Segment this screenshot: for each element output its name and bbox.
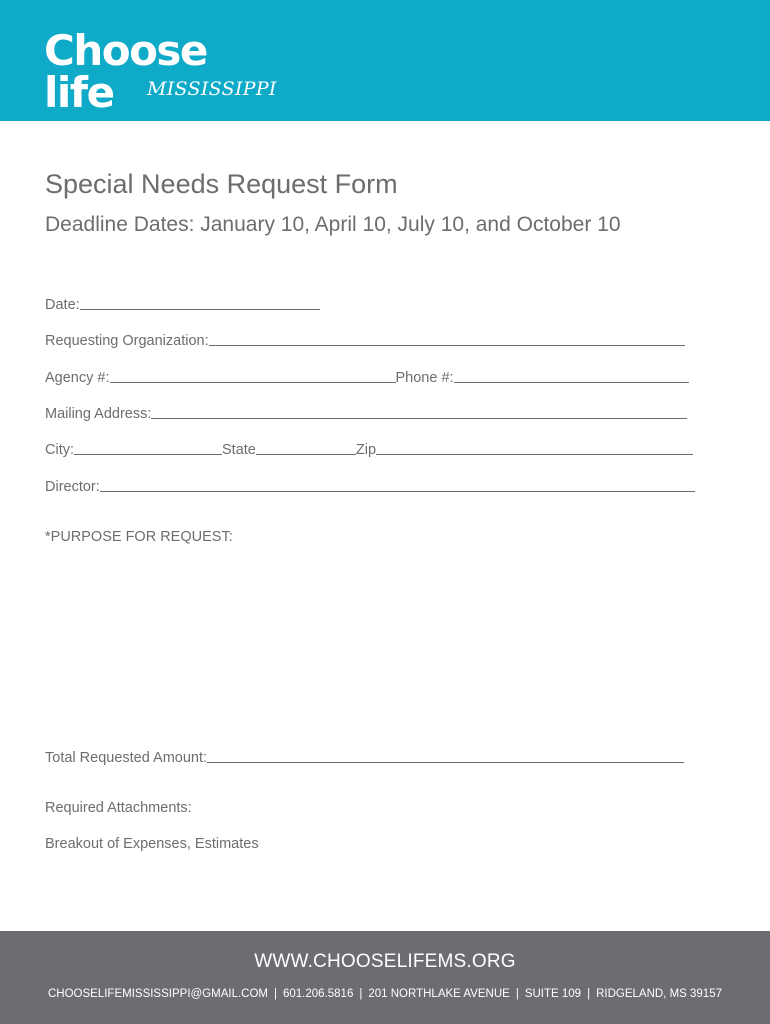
total-requested-line[interactable] (207, 762, 684, 763)
state-line[interactable] (256, 454, 356, 455)
footer-email: CHOOSELIFEMISSISSIPPI@GMAIL.COM (48, 988, 268, 1000)
state-label: State (222, 441, 256, 458)
footer-street: 201 NORTHLAKE AVENUE (368, 988, 510, 1000)
form-title: Special Needs Request Form (45, 169, 398, 199)
date-line[interactable] (80, 309, 320, 310)
footer-separator: | (515, 988, 519, 1000)
required-attachments-label: Required Attachments: (45, 800, 192, 816)
phone-label: Phone #: (395, 369, 454, 386)
footer-separator: | (587, 988, 591, 1000)
footer-contact-line (0, 988, 770, 1000)
agency-label: Agency #: (45, 369, 110, 386)
requesting-organization-row (45, 328, 685, 348)
city-label: City: (45, 441, 74, 458)
agency-phone-row (45, 365, 689, 385)
agency-line[interactable] (110, 382, 396, 383)
requesting-organization-line[interactable] (209, 345, 685, 346)
choose-life-logo (44, 26, 284, 117)
footer-website: WWW.CHOOSELIFEMS.ORG (254, 951, 516, 972)
header-band (0, 0, 770, 121)
date-label: Date: (45, 296, 80, 313)
footer-suite: SUITE 109 (524, 988, 582, 1000)
deadline-dates: Deadline Dates: January 10, April 10, July 10, and October 10 (45, 213, 621, 236)
purpose-for-request-label: *PURPOSE FOR REQUEST: (45, 529, 233, 545)
footer-band (0, 931, 770, 1024)
total-requested-label: Total Requested Amount: (45, 749, 208, 766)
mailing-address-line[interactable] (151, 418, 687, 419)
logo-sub-text: MISSISSIPPI (147, 78, 277, 100)
city-line[interactable] (74, 454, 222, 455)
footer-separator: | (274, 988, 277, 1000)
director-label: Director: (45, 478, 100, 495)
phone-line[interactable] (454, 382, 689, 383)
footer-phone: 601.206.5816 (283, 988, 354, 1000)
zip-label: Zip (355, 441, 377, 458)
attachments-list: Breakout of Expenses, Estimates (45, 836, 259, 852)
requesting-organization-label: Requesting Organization: (45, 332, 209, 349)
mailing-address-row (45, 401, 687, 421)
footer-separator: | (359, 988, 363, 1000)
total-requested-row (45, 745, 684, 765)
zip-line[interactable] (376, 454, 693, 455)
footer-city-state-zip: RIDGELAND, MS 39157 (596, 988, 722, 1000)
mailing-address-label: Mailing Address: (45, 405, 152, 422)
logo-main-text: Choose life (44, 26, 207, 117)
city-state-zip-row (45, 437, 693, 457)
director-line[interactable] (100, 491, 695, 492)
director-row (45, 474, 695, 494)
date-field-row (45, 292, 320, 312)
